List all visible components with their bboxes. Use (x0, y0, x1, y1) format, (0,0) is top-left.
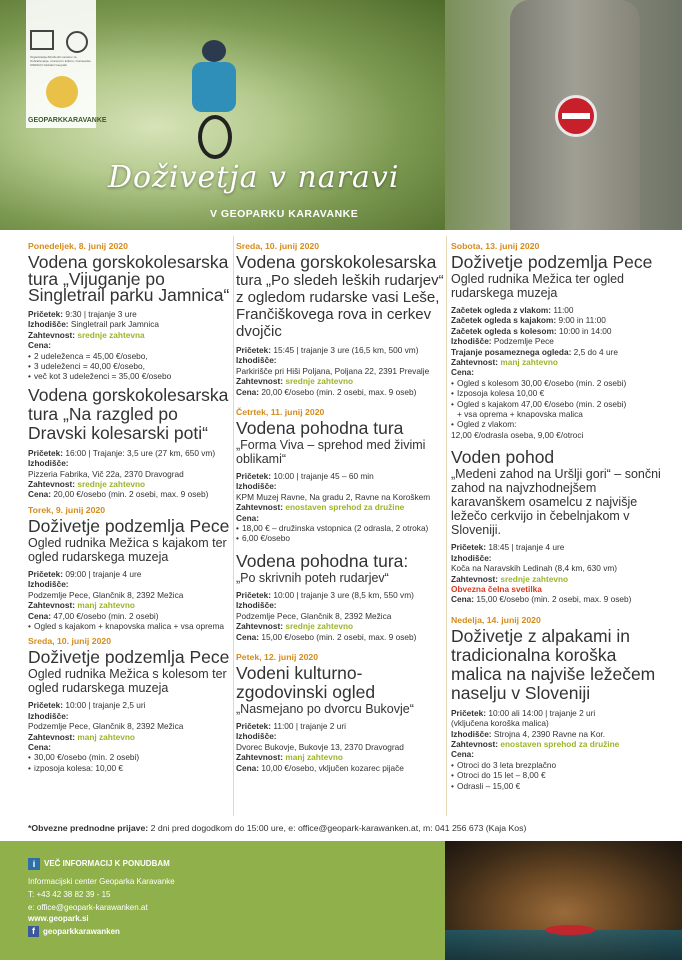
value: Strojna 4, 2390 Ravne na Kor. (491, 728, 606, 739)
event-subtitle-text: tura „Na razgled po Dravski kolesarski poti“ (28, 403, 208, 443)
event-date: Ponedeljek, 8. junij 2020 (28, 241, 128, 251)
event-card (28, 386, 234, 500)
label: Pričetek: (28, 700, 64, 711)
price-bullet: • Ogled s kolesom 30,00 €/osebo (min. 2 osebi) (451, 378, 661, 388)
value: 10:00 | trajanje 2,5 uri (63, 700, 146, 711)
label: Zahtevnost: (28, 479, 76, 490)
event-difficulty (236, 502, 444, 512)
event-origin: Pizzeria Fabrika, Vič 22a, 2370 Dravograd (28, 468, 184, 479)
event-start (28, 309, 234, 319)
price-train: 12,00 €/odrasla oseba, 9,00 €/otroci (451, 429, 584, 440)
event-subtitle: Ogled rudnika Mežica s kajakom ter ogled rudarskega muzeja (28, 535, 227, 564)
event-card (236, 552, 444, 642)
note-text: 2 dni pred dogodkom do 15:00 ure, e: office@geopark-karawanken.at, m: 041 256 673 (Kaja Kos) (148, 823, 527, 833)
label: Pričetek: (28, 309, 64, 319)
event-start (28, 700, 234, 710)
value: Singletrail park Jamnica (68, 319, 159, 330)
info-icon: i (28, 858, 40, 870)
label: Zahtevnost: (451, 573, 499, 584)
event-origin-label (451, 553, 661, 563)
label: Zahtevnost: (28, 731, 76, 742)
event-difficulty (451, 357, 661, 367)
event-price (28, 611, 234, 621)
event-date: Sobota, 13. junij 2020 (451, 241, 540, 251)
geopark-sun-icon (46, 76, 78, 108)
event-date: Nedelja, 14. junij 2020 (451, 614, 541, 625)
label: Zahtevnost: (451, 738, 499, 749)
price-bullet: • Ogled z vlakom: (451, 419, 661, 429)
event-price-label (28, 742, 234, 752)
label: Izhodišče: (236, 481, 277, 492)
value: 10:00 | trajanje 45 – 60 min (271, 471, 374, 482)
value: 10:00 in 14:00 (556, 325, 612, 336)
label: Začetek ogleda s kolesom: (451, 325, 557, 336)
info-title: VEČ INFORMACIJ K PONUDBAM (44, 859, 170, 868)
value: enostaven sprehod za družine (500, 738, 620, 749)
event-card (236, 241, 444, 397)
value: 10:00 ali 14:00 | trajanje 2 uri (486, 707, 596, 718)
label: Cena: (236, 631, 260, 642)
value: 11:00 | trajanje 2 uri (271, 720, 346, 731)
label: Cena: (236, 762, 260, 773)
label: Cena: (28, 610, 52, 621)
label: Izhodišče: (28, 579, 69, 590)
value: 2,5 do 4 ure (571, 346, 618, 357)
event-title: Doživetje z alpakami in tradicionalna koroška malica na najviše ležečem naselju v Sloveniji (451, 625, 656, 703)
event-price (236, 387, 444, 397)
hero-subtitle: V GEOPARKU KARAVANKE (210, 208, 359, 220)
value: 18:45 | trajanje 4 ure (486, 542, 565, 553)
event-card (28, 505, 234, 631)
event-title: Vodena pohodna tura: (236, 550, 409, 571)
label: Cena: (236, 386, 260, 397)
event-start-train (451, 305, 661, 315)
label: Pričetek: (451, 707, 487, 718)
label: Zahtevnost: (236, 502, 284, 513)
value: enostaven sprehod za družine (285, 502, 405, 513)
event-start (451, 542, 661, 552)
price-bullet: • 6,00 €/osebo (236, 533, 444, 543)
event-card (451, 615, 661, 791)
logo-small-text: Organizacija Združenih narodov za izobraževanje, znanost in kulturo • Karavanke UNESCO Globalni Geopark (30, 55, 91, 67)
event-subtitle: „Forma Viva – sprehod med živimi oblikami“ (236, 438, 426, 467)
value: 47,00 €/osebo (min. 2 osebi) (51, 610, 159, 621)
event-origin: Parkirišče pri Hiši Poljana, Poljana 22, 2391 Prevalje (236, 365, 430, 376)
event-title: Vodena gorskokolesarska (28, 384, 229, 405)
info-phone[interactable]: T: +43 42 38 82 39 - 15 (28, 890, 111, 899)
trail-marker-icon (555, 95, 597, 137)
event-card (28, 241, 234, 382)
event-card (236, 652, 444, 773)
event-start (28, 448, 234, 458)
label: Zahtevnost: (236, 752, 284, 763)
event-price-label (451, 367, 661, 377)
event-card (236, 407, 444, 544)
event-card (28, 636, 234, 773)
label: Cena: (28, 489, 52, 500)
label: Zahtevnost: (236, 621, 284, 632)
event-title: Doživetje podzemlja Pece (28, 647, 230, 668)
event-price (236, 632, 444, 642)
event-origin: Podzemlje Pece, Glančnik 8, 2392 Mežica (28, 589, 184, 600)
event-date: Sreda, 10. junij 2020 (236, 241, 320, 251)
hero-banner (0, 0, 682, 230)
kayak-shape (545, 925, 595, 935)
label: Zahtevnost: (28, 329, 76, 340)
event-difficulty (28, 732, 234, 742)
label: Zahtevnost: (451, 357, 499, 368)
value: manj zahtevno (500, 357, 558, 368)
label: Cena: (236, 512, 260, 523)
label: Izhodišče: (451, 552, 492, 563)
value: 20,00 €/osebo (min. 2 osebi, max. 9 oseb) (259, 386, 417, 397)
event-subtitle: „Po skrivnih poteh rudarjev“ (236, 570, 389, 585)
value: 10:00 | trajanje 3 ure (8,5 km, 550 vm) (271, 589, 414, 600)
event-subtitle: Ogled rudnika Mežica ter ogled rudarskega muzeja (451, 272, 625, 300)
info-website[interactable]: www.geopark.si (28, 914, 89, 923)
event-subtitle: „Medeni zahod na Uršlji gori“ – sončni zahod na najvzhodnejšem karavanškem osamelcu z najvišje ležečo cerkvijo in čebelnjakom v Sloveniji. (451, 467, 661, 538)
event-origin-label (28, 711, 234, 721)
event-difficulty (236, 376, 444, 386)
event-subtitle: Ogled rudnika Mežica s kolesom ter ogled rudarskega muzeja (28, 667, 227, 696)
label: Začetek ogleda s kajakom: (451, 315, 557, 326)
info-center: Informacijski center Geoparka Karavanke (28, 877, 175, 886)
facebook-icon[interactable]: f (28, 926, 39, 937)
logo-name: GEOPARKKARAVANKE (28, 117, 107, 124)
price-bullet: • Otroci do 3 leta brezplačno (451, 760, 661, 770)
event-start-bike (451, 326, 661, 336)
event-start (236, 345, 444, 355)
event-origin-label (236, 355, 444, 365)
value: srednje zahtevno (500, 573, 569, 584)
event-title: Vodeni kulturno- (236, 662, 363, 683)
event-card (451, 241, 661, 440)
event-start (236, 471, 444, 481)
event-title: Doživetje podzemlja Pece (28, 515, 230, 536)
event-origin: KPM Muzej Ravne, Na gradu 2, Ravne na Koroškem (236, 491, 431, 502)
price-bullet: • Ogled s kajakom + knapovska malica + vsa oprema (28, 621, 234, 631)
hero-title: Doživetja v naravi (108, 160, 400, 195)
registration-note (28, 823, 668, 833)
price-bullet: • več kot 3 udeleženci = 35,00 €/osebo (28, 371, 234, 381)
event-title: Voden pohod (451, 447, 555, 468)
value: manj zahtevno (77, 600, 135, 611)
value: 10,00 €/osebo, vključen kozarec pijače (259, 762, 404, 773)
event-price-label (28, 340, 234, 350)
price-bullet: • Otroci do 15 let – 8,00 € (451, 770, 661, 780)
label: Cena: (451, 367, 475, 378)
event-price (236, 763, 444, 773)
label: Trajanje posameznega ogleda: (451, 346, 572, 357)
column-divider (446, 236, 447, 816)
label: Izhodišče: (236, 731, 277, 742)
price-bullet: • 3 udeleženci = 40,00 €/osebo, (28, 361, 234, 371)
label: Cena: (451, 749, 475, 760)
event-difficulty (451, 574, 661, 584)
value: 16:00 | Trajanje: 3,5 ure (27 km, 650 vm) (63, 447, 216, 458)
event-title: Vodena gorskokolesarska (236, 252, 437, 272)
column-2 (236, 236, 444, 777)
label: Cena: (28, 741, 52, 752)
event-title-cont (28, 269, 234, 305)
event-start-note: (vključena koroška malica) (451, 718, 549, 729)
event-start (236, 721, 444, 731)
event-start (451, 708, 661, 718)
info-email[interactable]: e: office@geopark-karawanken.at (28, 903, 148, 912)
event-start (28, 569, 234, 579)
column-3 (451, 236, 661, 795)
event-title-cont: zgodovinski ogled (236, 681, 376, 702)
event-difficulty (236, 621, 444, 631)
label: Zahtevnost: (236, 376, 284, 387)
label: Izhodišče: (451, 336, 492, 347)
event-origin (451, 336, 661, 346)
event-difficulty (28, 479, 234, 489)
event-title: Doživetje podzemlja Pece (451, 252, 653, 272)
event-price-label (236, 513, 444, 523)
cyclist-figure (180, 40, 250, 160)
label: Pričetek: (236, 720, 272, 731)
event-date: Sreda, 10. junij 2020 (28, 636, 112, 647)
event-origin-label (236, 731, 444, 741)
unesco-logo-icon (30, 30, 54, 50)
label: Izhodišče: (28, 458, 69, 469)
value: srednje zahtevna (77, 329, 145, 340)
event-subtitle: „Nasmejano po dvorcu Bukovje“ (236, 701, 414, 716)
value: 15,00 €/osebo (min. 2 osebi, max. 9 oseb) (474, 594, 632, 605)
label: Pričetek: (236, 471, 272, 482)
event-origin: Podzemlje Pece, Glančnik 8, 2392 Mežica (28, 721, 184, 732)
value: 15,00 €/osebo (min. 2 osebi, max. 9 oseb) (259, 631, 417, 642)
column-1 (28, 236, 234, 777)
price-extra: + vsa oprema + knapovska malica (457, 409, 583, 420)
label: Izhodišče: (236, 355, 277, 366)
event-subtitle (28, 405, 234, 443)
event-origin: Dvorec Bukovje, Bukovje 13, 2370 Dravograd (236, 741, 404, 752)
value: manj zahtevno (77, 731, 135, 742)
value: 11:00 (551, 305, 574, 315)
value: srednje zahtevno (285, 376, 354, 387)
event-origin (28, 319, 234, 329)
event-title: Vodena pohodna tura (236, 418, 404, 439)
event-subtitle: tura „Po sledeh leških rudarjev“ z ogledom rudarske vasi Leše, Frančiškovega rova in cerkev dvojčic (236, 272, 444, 340)
event-start (236, 590, 444, 600)
label: Začetek ogleda z vlakom: (451, 305, 552, 315)
label: Izhodišče: (28, 319, 69, 330)
event-origin: Podzemlje Pece, Glančnik 8, 2392 Mežica (236, 610, 392, 621)
event-price (451, 594, 661, 604)
price-bullet: • 30,00 €/osebo (min. 2 osebi) (28, 752, 234, 762)
value: 9:00 in 11:00 (556, 315, 606, 326)
event-difficulty (451, 739, 661, 749)
price-bullet: • Ogled s kajakom 47,00 €/osebo (min. 2 osebi) (451, 399, 661, 409)
value: srednje zahtevno (77, 479, 146, 490)
event-difficulty (236, 752, 444, 762)
label: Pričetek: (28, 568, 64, 579)
event-origin-label (28, 458, 234, 468)
price-bullet: • Odrasli – 15,00 € (451, 781, 661, 791)
price-bullet: • 18,00 € – družinska vstopnica (2 odrasla, 2 otroka) (236, 523, 444, 533)
value: Podzemlje Pece (491, 336, 554, 347)
event-date: Torek, 9. junij 2020 (28, 504, 106, 515)
value: 9:30 | trajanje 3 ure (63, 309, 137, 319)
label: Zahtevnost: (28, 600, 76, 611)
label: Cena: (28, 340, 52, 351)
event-date: Četrtek, 11. junij 2020 (236, 407, 325, 418)
event-origin-label (236, 481, 444, 491)
event-card (451, 448, 661, 604)
note-label: *Obvezne prednodne prijave: (28, 823, 149, 833)
value: 09:00 | trajanje 4 ure (63, 568, 142, 579)
label: Pričetek: (236, 345, 272, 355)
event-price-label (451, 749, 661, 759)
label: Izhodišče: (236, 600, 277, 611)
event-origin-label (236, 600, 444, 610)
price-bullet: • izposoja kolesa: 10,00 € (28, 763, 234, 773)
event-title: Vodena gorskokolesarska (28, 252, 229, 272)
price-bullet: • Izposoja kolesa 10,00 € (451, 388, 661, 398)
event-date: Petek, 12. junij 2020 (236, 651, 319, 662)
event-origin: Koča na Naravskih Ledinah (8,4 km, 630 vm) (451, 563, 618, 574)
event-origin-label (28, 579, 234, 589)
value: 15:45 | trajanje 3 ure (16,5 km, 500 vm) (271, 345, 419, 355)
label: Pričetek: (28, 447, 64, 458)
event-difficulty (28, 330, 234, 340)
facebook-handle[interactable]: geoparkkarawanken (43, 927, 120, 936)
label: Pričetek: (451, 542, 487, 553)
value: manj zahtevno (285, 752, 343, 763)
value: 20,00 €/osebo (min. 2 osebi, max. 9 oseb) (51, 489, 209, 500)
event-start-kayak (451, 315, 661, 325)
event-price (28, 489, 234, 499)
event-subtitle: tura „Vijuganje po Singletrail parku Jamnica“ (28, 269, 230, 305)
label: Izhodišče: (28, 710, 69, 721)
label: Pričetek: (236, 589, 272, 600)
label: Cena: (451, 594, 475, 605)
geopark-globe-icon (66, 31, 88, 53)
event-origin (451, 729, 661, 739)
price-bullet: • 2 udeleženca = 45,00 €/osebo, (28, 351, 234, 361)
label: Izhodišče: (451, 728, 492, 739)
event-duration (451, 347, 661, 357)
value: srednje zahtevno (285, 621, 354, 632)
event-difficulty (28, 600, 234, 610)
event-headlamp-note: Obvezna čelna svetilka (451, 583, 542, 594)
